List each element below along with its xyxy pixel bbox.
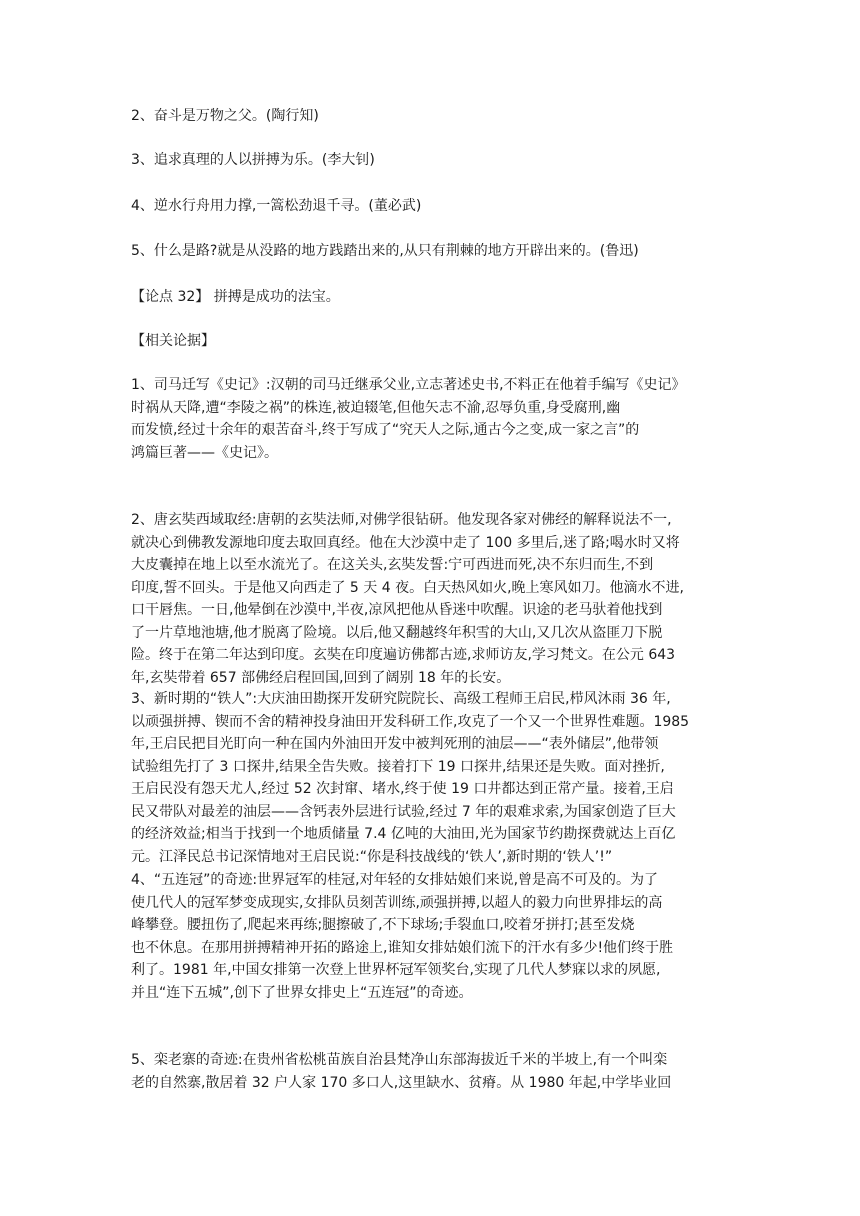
thesis-heading: 【论点 32】 拼搏是成功的法宝。 <box>131 289 340 305</box>
paragraph-line: 时祸从天降,遭“李陵之祸”的株连,被迫辍笔,但他矢志不渝,忍辱负重,身受腐刑,幽 <box>131 399 621 416</box>
paragraph-line: 了一片草地池塘,他才脱离了险境。以后,他又翻越终年积雪的大山,又几次从盗匪刀下脱 <box>131 624 663 641</box>
evidence-paragraph-3 <box>131 688 736 868</box>
paragraph-line: 也不休息。在那用拼搏精神开拓的路途上,谁知女排姑娘们流下的汗水有多少!他们终于胜 <box>131 939 674 956</box>
paragraph-line: 民又带队对最差的油层——含钙表外层进行试验,经过 7 年的艰难求索,为国家创造了巨大 <box>131 803 676 820</box>
paragraph-line: 3、新时期的“铁人”:大庆油田勘探开发研究院院长、高级工程师王启民,栉风沐雨 36 年, <box>131 691 671 707</box>
evidence-paragraph-4 <box>131 869 736 1004</box>
paragraph-line: 大皮囊掉在地上以至水流光了。在这关头,玄奘发誓:宁可西进而死,决不东归而生,不到 <box>131 557 654 573</box>
quote-4: 4、逆水行舟用力撑,一篙松劲退千寻。(董必武) <box>131 198 422 214</box>
evidence-heading: 【相关论据】 <box>131 333 215 349</box>
paragraph-line: 王启民没有怨天尤人,经过 52 次封窜、堵水,终于使 19 口井都达到正常产量。接着,王启 <box>131 781 674 797</box>
paragraph-line: 元。江泽民总书记深情地对王启民说:“你是科技战线的‘铁人’,新时期的‘铁人’!” <box>131 848 613 865</box>
paragraph-line: 并且“连下五城”,创下了世界女排史上“五连冠”的奇迹。 <box>131 984 473 1001</box>
evidence-paragraph-1 <box>131 374 736 464</box>
paragraph-line: 鸿篇巨著——《史记》。 <box>131 444 278 461</box>
paragraph-line: 的经济效益;相当于找到一个地质储量 7.4 亿吨的大油田,光为国家节约勘探费就达上百亿 <box>131 826 676 842</box>
paragraph-line: 而发愤,经过十余年的艰苦奋斗,终于写成了“究天人之际,通古今之变,成一家之言”的 <box>131 422 640 438</box>
paragraph-line: 就决心到佛教发源地印度去取回真经。他在大沙漠中走了 100 多里后,迷了路;喝水时又将 <box>131 534 680 551</box>
paragraph-line: 险。终于在第二年达到印度。玄奘在印度遍访佛都古迹,求师访友,学习梵文。在公元 643 <box>131 647 676 663</box>
evidence-paragraph-5 <box>131 1049 736 1094</box>
evidence-paragraph-2 <box>131 509 736 689</box>
quote-3: 3、追求真理的人以拼搏为乐。(李大钊) <box>131 152 375 168</box>
paragraph-line: 1、司马迁写《史记》:汉朝的司马迁继承父业,立志著述史书,不料正在他着手编写《史记》 <box>131 377 686 393</box>
paragraph-line: 4、“五连冠”的奇迹:世界冠军的桂冠,对年轻的女排姑娘们来说,曾是高不可及的。为了 <box>131 872 659 888</box>
paragraph-line: 5、栾老寨的奇迹:在贵州省松桃苗族自治县梵净山东部海拔近千米的半坡上,有一个叫栾 <box>131 1052 668 1068</box>
paragraph-line: 年,玄奘带着 657 部佛经启程回国,回到了阔别 18 年的长安。 <box>131 669 511 686</box>
paragraph-line: 利了。1981 年,中国女排第一次登上世界杯冠军领奖台,实现了几代人梦寐以求的夙愿, <box>131 962 661 978</box>
paragraph-line: 2、唐玄奘西域取经:唐朝的玄奘法师,对佛学很钻研。他发现各家对佛经的解释说法不一, <box>131 512 672 528</box>
paragraph-line: 以顽强拼搏、锲而不舍的精神投身油田开发科研工作,攻克了一个又一个世界性难题。1985 <box>131 713 690 730</box>
quote-5: 5、什么是路?就是从没路的地方践踏出来的,从只有荆棘的地方开辟出来的。(鲁迅) <box>131 243 639 259</box>
paragraph-line: 试验组先打了 3 口探井,结果全告失败。接着打下 19 口探井,结果还是失败。面对挫折, <box>131 758 665 775</box>
quote-2: 2、奋斗是万物之父。(陶行知) <box>131 108 319 124</box>
paragraph-line: 老的自然寨,散居着 32 户人家 170 多口人,这里缺水、贫瘠。从 1980 年起,中学毕业回 <box>131 1074 672 1091</box>
paragraph-line: 印度,誓不回头。于是他又向西走了 5 天 4 夜。白天热风如火,晚上寒风如刀。他滴水不进, <box>131 579 684 596</box>
paragraph-line: 使几代人的冠军梦变成现实,女排队员刻苦训练,顽强拼搏,以超人的毅力向世界排坛的高 <box>131 894 663 911</box>
paragraph-line: 年,王启民把目光盯向一种在国内外油田开发中被判死刑的油层——“表外储层”,他带领 <box>131 736 659 752</box>
paragraph-line: 口干唇焦。一日,他晕倒在沙漠中,半夜,凉风把他从昏迷中吹醒。识途的老马驮着他找到 <box>131 602 663 618</box>
paragraph-line: 峰攀登。腰扭伤了,爬起来再练;腿擦破了,不下球场;手裂血口,咬着牙拼打;甚至发烧 <box>131 917 635 933</box>
